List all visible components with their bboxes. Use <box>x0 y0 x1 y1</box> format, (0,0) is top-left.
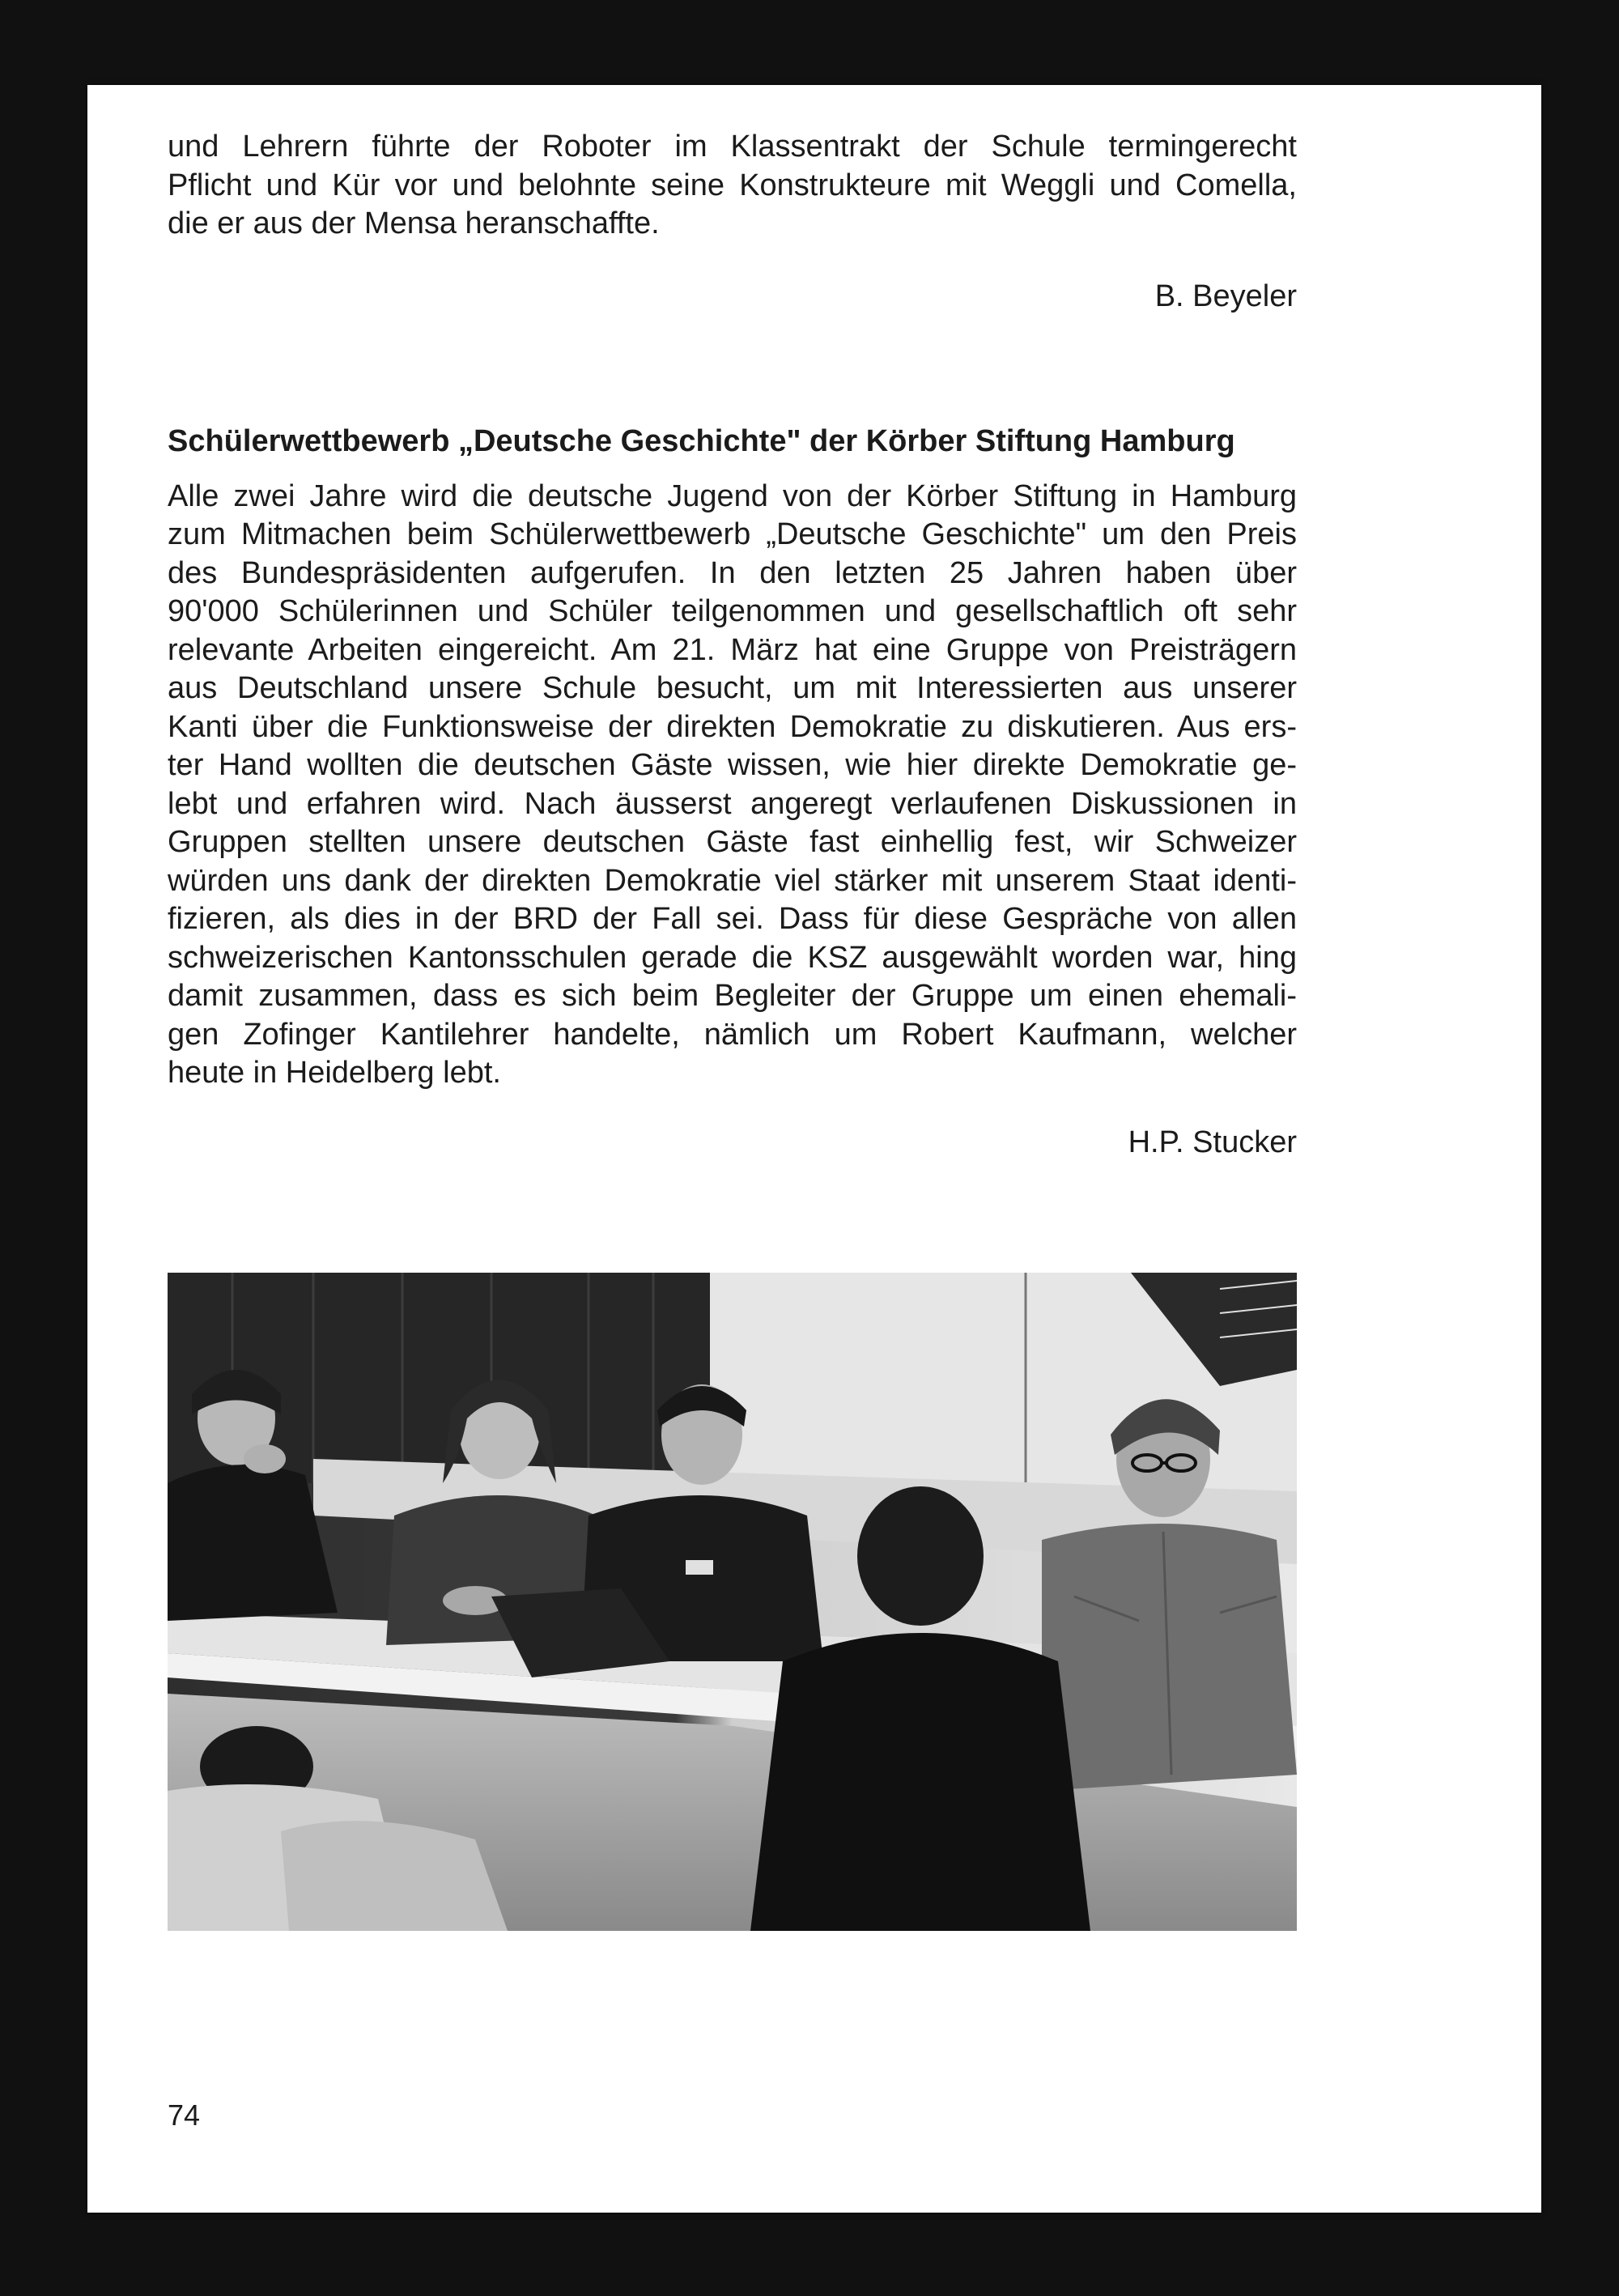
article2-line: würden uns dank der direkten Demokratie viel stärker mit unserem Staat identi- <box>168 863 1297 898</box>
article2-line: relevante Arbeiten eingereicht. Am 21. März hat eine Gruppe von Preisträgern <box>168 632 1297 667</box>
article2-line: heute in Heidelberg lebt. <box>168 1056 501 1090</box>
article1-line: und Lehrern führte der Roboter im Klassentrakt der Schule termingerecht <box>168 130 1297 164</box>
article2-line: ter Hand wollten die deutschen Gäste wissen, wie hier direkte Demokratie ge- <box>168 748 1297 782</box>
article2-author: H.P. Stucker <box>1128 1125 1297 1159</box>
article1-line: die er aus der Mensa heranschaffte. <box>168 206 660 240</box>
article2-line: aus Deutschland unsere Schule besucht, um mit Interessierten aus unserer <box>168 671 1297 705</box>
article2-line: des Bundespräsidenten aufgerufen. In den letzten 25 Jahren haben über <box>168 555 1297 590</box>
article2-line: damit zusammen, dass es sich beim Begleiter der Gruppe um einen ehemali- <box>168 979 1297 1013</box>
article1-author: B. Beyeler <box>1154 278 1297 313</box>
article2-line: zum Mitmachen beim Schülerwettbewerb „Deutsche Geschichte" um den Preis <box>168 517 1297 551</box>
article2-line: lebt und erfahren wird. Nach äusserst angeregt verlaufenen Diskussionen in <box>168 786 1297 821</box>
article2-line: Gruppen stellten unsere deutschen Gäste fast einhellig fest, wir Schweizer <box>168 825 1297 859</box>
classroom-photo-illustration <box>168 1273 1297 1931</box>
article2-line: gen Zofinger Kantilehrer handelte, nämlich um Robert Kaufmann, welcher <box>168 1017 1297 1052</box>
article1-paragraph <box>168 128 1297 244</box>
page-content <box>168 128 1297 1162</box>
article2-line: Alle zwei Jahre wird die deutsche Jugend von der Körber Stiftung in Hamburg <box>168 478 1297 513</box>
article2-line: Kanti über die Funktionsweise der direkten Demokratie zu diskutieren. Aus ers- <box>168 709 1297 744</box>
article2-line: fizieren, als dies in der BRD der Fall sei. Dass für diese Gespräche von allen <box>168 902 1297 936</box>
article2-line: 90'000 Schülerinnen und Schüler teilgenommen und gesellschaftlich oft sehr <box>168 594 1297 628</box>
classroom-photo <box>168 1273 1297 1931</box>
article2-line: schweizerischen Kantonsschulen gerade die KSZ ausgewählt worden war, hing <box>168 940 1297 975</box>
article1-line: Pflicht und Kür vor und belohnte seine Konstrukteure mit Weggli und Comella, <box>168 168 1297 202</box>
article2-heading: Schülerwettbewerb „Deutsche Geschichte" der Körber Stiftung Hamburg <box>168 424 1235 458</box>
article2-paragraph <box>168 478 1297 1093</box>
page-number: 74 <box>168 2098 201 2132</box>
